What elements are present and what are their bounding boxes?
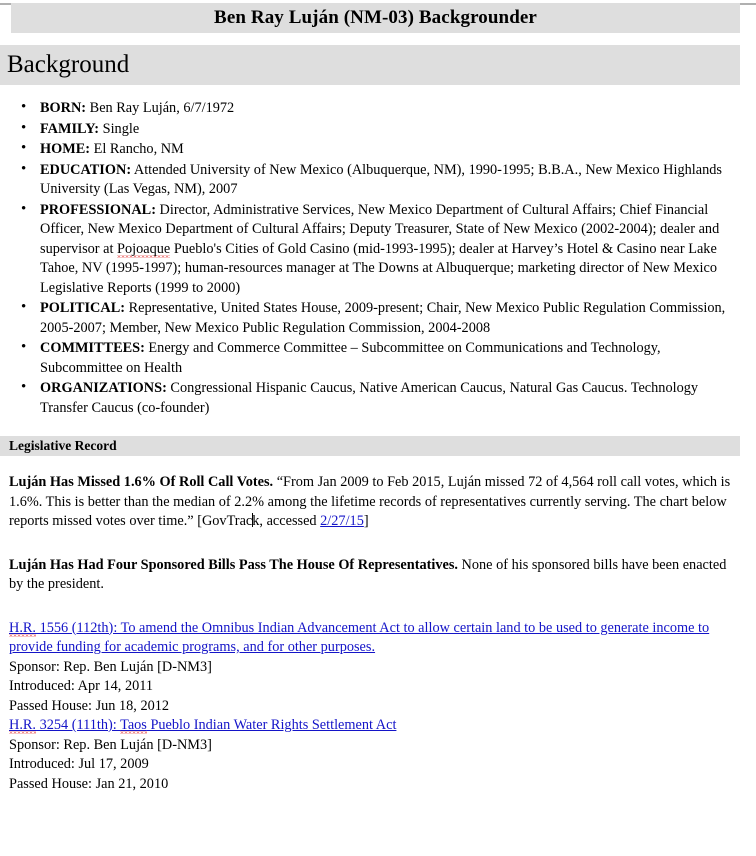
list-item-text: Ben Ray Luján, 6/7/1972 [86, 100, 235, 116]
list-item-text: Attended University of New Mexico (Albuquerque, NM), 1990-1995; B.B.A., New Mexico Highlands University (Las Vegas, NM), 2007 [40, 161, 722, 197]
bill-1-introduced: Introduced: Apr 14, 2011 [9, 678, 154, 694]
missed-votes-quote-part2: k, accessed [252, 513, 321, 529]
bill-2-passed-house: Passed House: Jan 21, 2010 [9, 775, 169, 792]
list-item-text-before: Director, Administrative Services, New Mexico Department of Cultural Affairs; Chief Financial Officer, New Mexico Department of Cultural Affairs; Deputy Treasurer, State of New Mexico (2002-2004); dealer and supervisor at [40, 201, 720, 257]
bill-1-title-link[interactable] [9, 620, 709, 656]
list-item [40, 379, 744, 418]
list-item-label: PROFESSIONAL: [40, 201, 156, 218]
list-item-label: COMMITTEES: [40, 340, 145, 356]
govtrack-source-link[interactable]: 2/27/15 [320, 513, 364, 529]
list-item-label: POLITICAL: [40, 300, 125, 316]
sponsored-bills-text: None of his sponsored bills have been enacted by the president. [9, 556, 727, 592]
list-item [40, 201, 744, 299]
page-edge-mark-left [0, 3, 11, 5]
list-item-label: HOME: [40, 141, 91, 157]
missed-votes-quote-part1: “From Jan 2009 to Feb 2015, Luján missed 72 of 4,564 roll call votes, which is 1.6%. This is better than the median of 2.2% among the lifetime records of representatives currently serving. The chart below reports missed votes over time.” [GovTrac [9, 474, 731, 529]
list-item [40, 140, 744, 160]
bill-2-link-mid: 3254 (111th): [36, 717, 121, 733]
sponsored-bills-paragraph [0, 556, 756, 595]
list-item [40, 339, 744, 378]
document-page [0, 3, 756, 794]
list-item-label: EDUCATION: [40, 161, 132, 178]
bill-2-link-text: Pueblo Indian Water Rights Settlement Act [146, 717, 397, 733]
bill-1-sponsor: Sponsor: Rep. Ben Luján [D-NM3] [9, 658, 212, 675]
list-item [40, 161, 744, 200]
list-item-text: Single [99, 120, 140, 137]
misspelled-word: Pojoaque [117, 240, 171, 257]
section-heading-legislative-record: Legislative Record [0, 436, 740, 456]
sponsored-bills-headline: Luján Has Had Four Sponsored Bills Pass The House Of Representatives. [9, 556, 458, 573]
list-item-text: Congressional Hispanic Caucus, Native American Caucus, Natural Gas Caucus. Technology Transfer Caucus (co-founder) [40, 380, 699, 416]
bill-2-title-link[interactable] [9, 717, 396, 734]
document-title: Ben Ray Luján (NM-03) Backgrounder [11, 3, 740, 33]
misspelled-word: H.R. [9, 717, 37, 733]
background-list [0, 99, 756, 418]
bill-2-sponsor: Sponsor: Rep. Ben Luján [D-NM3] [9, 736, 212, 753]
list-item [40, 120, 744, 140]
list-item-text: Representative, United States House, 2009-present; Chair, New Mexico Public Regulation Commission, 2005-2007; Member, New Mexico Public Regulation Commission, 2004-2008 [40, 300, 726, 336]
misspelled-word: H.R. [9, 619, 37, 636]
list-item-label: FAMILY: [40, 120, 100, 137]
list-item-label: ORGANIZATIONS: [40, 380, 167, 396]
bill-2-introduced: Introduced: Jul 17, 2009 [9, 756, 149, 772]
missed-votes-headline: Luján Has Missed 1.6% Of Roll Call Votes. [9, 474, 274, 490]
list-item-text: Energy and Commerce Committee – Subcommittee on Communications and Technology, Subcommittee on Health [40, 340, 661, 376]
list-item [40, 299, 744, 338]
page-edge-mark-right [740, 3, 756, 5]
section-heading-background: Background [0, 45, 740, 85]
missed-votes-quote-end: ] [363, 513, 369, 529]
misspelled-word: Taos [120, 717, 147, 733]
bill-1-passed-house: Passed House: Jun 18, 2012 [9, 697, 170, 714]
list-item-text: El Rancho, NM [90, 141, 184, 157]
bill-link-2 [0, 716, 756, 736]
list-item [40, 99, 744, 119]
list-item-text-after: Pueblo's Cities of Gold Casino (mid-1993-1995); dealer at Harvey’s Hotel & Casino near Lake Tahoe, NV (1995-1997); human-resources manager at The Downs at Albuquerque; marketing director of New Mexico Legislative Reports (1999 to 2000) [40, 240, 717, 296]
list-item-label: BORN: [40, 100, 87, 116]
missed-votes-paragraph [0, 473, 756, 532]
bill-link-1 [0, 619, 756, 658]
bill-1-link-text: 1556 (112th): To amend the Omnibus Indian Advancement Act to allow certain land to be used to generate income to provide funding for academic programs, and for other purposes. [9, 619, 710, 655]
